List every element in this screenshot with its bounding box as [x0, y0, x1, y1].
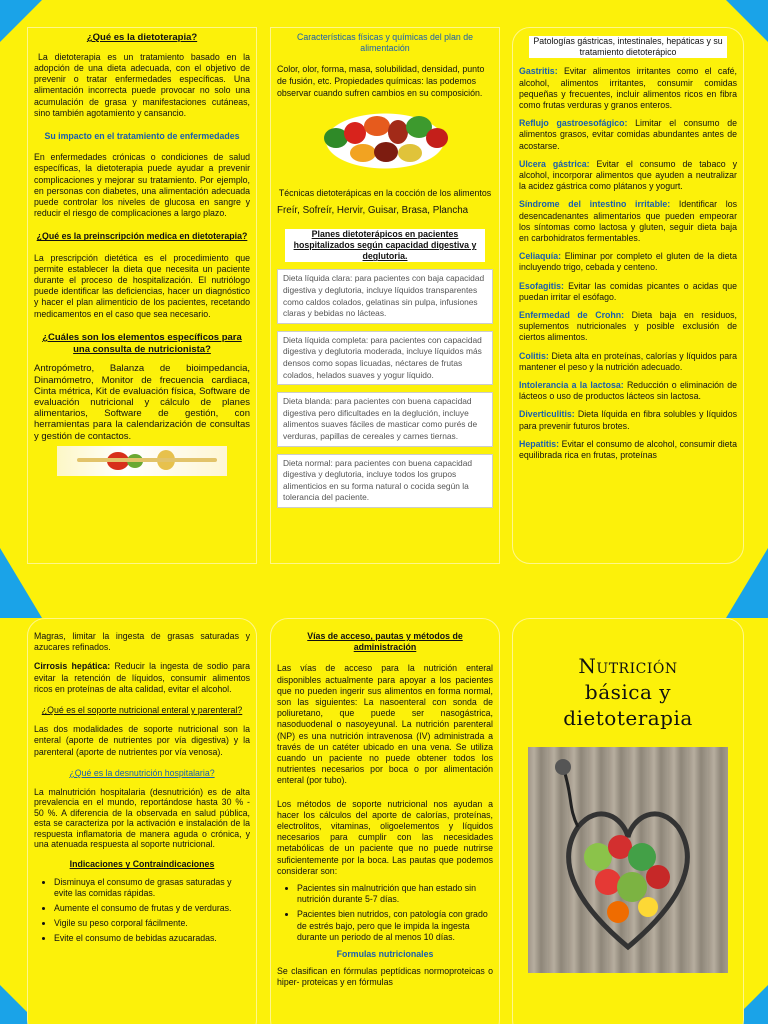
- paragraph: Antropómetro, Balanza de bioimpedancia, Dinamómetro, Monitor de frecuencia cardiaca, Cinta métrica, Kit de evaluación física, Software de evaluación nutricional y cálculo de planes alimentarios, Software de gestión, con herramientas para la calendarización de consultas y gestión de contactos.: [34, 363, 250, 442]
- panel-patologias: [512, 27, 744, 564]
- patologia-definition: Evitar el consumo de tabaco y alcohol, incorporar alimentos que ayuden a neutralizar la acidez gástrica como plátanos y yogurt.: [519, 158, 737, 192]
- patologia-item: [519, 310, 737, 344]
- patologia-term: Intolerancia a la lactosa:: [519, 380, 624, 391]
- patologia-item: [519, 66, 737, 111]
- pautas-list: [297, 883, 493, 943]
- patologia-term: Celiaquía:: [519, 251, 562, 262]
- patologias-list: [519, 66, 737, 461]
- heart-stethoscope-image: [528, 747, 728, 973]
- patologia-definition: Dieta baja en residuos, suplementos nutricionales y posible exclusión de ciertos alimentos.: [519, 310, 737, 343]
- patologia-definition: Identificar los desencadenantes alimentarios que pueden empeorar los síntomas como lactosa y gluten, seguir dieta baja en carbohidratos fermentables.: [519, 199, 737, 244]
- diet-box-blanda: Dieta blanda: para pacientes con buena capacidad digestiva pero dificultades en la deglución, incluye alimentos suaves fáciles de masticar como purés de verduras, papillas de cereales y carnes tiernas.: [277, 392, 493, 446]
- patologia-term: Colitis:: [519, 350, 549, 361]
- diet-box-liquida-clara: Dieta líquida clara: para pacientes con baja capacidad digestiva y deglutoria, incluye líquidos transparentes como caldos colados, gelatinas sin pulpa, infusiones claras y bebidas no lácteas.: [277, 269, 493, 323]
- panel-dietoterapia: [27, 27, 257, 564]
- heading-indicaciones: Indicaciones y Contraindicaciones: [69, 859, 215, 870]
- patologia-term: Esofagitis:: [519, 280, 564, 291]
- patologia-definition: Evitar las comidas picantes o acidas que puedan irritar el esófago.: [519, 280, 737, 302]
- patologia-item: [519, 118, 737, 152]
- patologia-term: Enfermedad de Crohn:: [519, 310, 625, 321]
- vegetables-image: [310, 106, 460, 176]
- patologia-term: Hepatitis:: [519, 438, 560, 449]
- paragraph: Los métodos de soporte nutricional nos ayudan a hacer los cálculos del aporte de calorías, proteínas, electrolitos, vitaminas, oligoelementos y líquidos necesarios para cumplir con las necesidades metabólicas de un paciente que no puede nutrirse suficientemente por la boca. Las pautas que podemos considerar son:: [277, 798, 493, 876]
- patologia-definition: Dieta líquida en fibra solubles y líquidos para prevenir futuros brotes.: [519, 409, 737, 431]
- patologia-item: [519, 251, 737, 273]
- paragraph: En enfermedades crónicas o condiciones de salud específicas, la dietoterapia puede ayudar a prevenir complicaciones y mejorar su tratamiento. Por ejemplo, en personas con diabetes, una alimentación adecuada puede controlar los niveles de glucosa en sangre y reducir el riesgo de complicaciones a largo plazo.: [34, 152, 250, 219]
- patologia-item: [519, 159, 737, 193]
- patologia-item: [519, 199, 737, 244]
- patologia-item: [519, 409, 737, 431]
- patologia-definition: Limitar el consumo de alimentos grasos, evitar comidas abundantes antes de acostarse.: [519, 118, 737, 151]
- patologia-item: [519, 439, 737, 461]
- panel-caracteristicas: [270, 27, 500, 564]
- patologia-term: Diverticulitis:: [519, 409, 575, 420]
- diet-box-normal: Dieta normal: para pacientes con buena capacidad digestiva y deglutoria, incluye todos los grupos alimenticios en su forma natural o cocida según la tolerancia del paciente.: [277, 454, 493, 508]
- heading-desnutricion: ¿Qué es la desnutrición hospitalaria?: [69, 767, 215, 778]
- patologia-definition: Evitar el consumo de alcohol, consumir dieta equilibrada rica en frutas, proteínas: [519, 438, 737, 461]
- patologia-term: Gastritis:: [519, 66, 558, 77]
- paragraph: Color, olor, forma, masa, solubilidad, densidad, punto de fusión, etc. Propiedades químicas: las podemos observar cuando sufren cambios en su composición.: [277, 64, 485, 98]
- list-item: • Aumente el consumo de frutas y de verduras.: [54, 903, 250, 914]
- patologia-definition: Dieta alta en proteínas, calorías y líquidos para mantener el peso y la nutrición adecuado.: [519, 350, 737, 372]
- paragraph-cirrosis: [34, 661, 250, 695]
- title-line: Nutrición: [578, 654, 678, 678]
- patologia-definition: Eliminar por completo el gluten de la dieta incluyendo trigo, cebada y centeno.: [519, 251, 737, 273]
- heading-preinscripcion: ¿Qué es la preinscripción medica en dietoterapia?: [36, 231, 248, 242]
- heading-que-es-dietoterapia: ¿Qué es la dietoterapia?: [86, 32, 198, 43]
- measuring-tape-image: [57, 446, 227, 476]
- list-item: • Disminuya el consumo de grasas saturadas y evite las comidas rápidas.: [54, 877, 250, 899]
- cover-title: [519, 653, 737, 731]
- list-item: • Pacientes sin malnutrición que han estado sin nutrición durante 5-7 días.: [297, 883, 493, 905]
- list-item: • Pacientes bien nutridos, con patología con grado de estrés bajo, pero que le impida la ingesta durante un periodo de al menos 10 días.: [297, 909, 493, 943]
- heading-planes: Planes dietoterápicos en pacientes hospitalizados según capacidad digestiva y deglutoria.: [285, 229, 485, 263]
- paragraph: Las dos modalidades de soporte nutricional son la enteral (aporte de nutrientes por vía digestiva) y la parenteral (aporte de nutrientes por vía venosa).: [34, 724, 250, 757]
- stethoscope-icon: [528, 747, 728, 973]
- patologia-item: [519, 351, 737, 373]
- panel-soporte: [27, 618, 257, 1024]
- heading-elementos-consulta: ¿Cuáles son los elementos específicos para una consulta de nutricionista?: [42, 331, 242, 355]
- paragraph: La malnutrición hospitalaria (desnutrición) es de alta prevalencia en el mundo, reportándose hasta 30 % - 50 %. A diferencia de la observada en salud pública, esta se caracteriza por la activación e instalación de la respuesta inflamatoria de manera aguda o crónica, y una atenuada respuesta al soporte nutricional.: [34, 787, 250, 850]
- heading-tecnicas: Técnicas dietoterápicas en la cocción de los alimentos: [278, 187, 492, 198]
- paragraph: La dietoterapia es un tratamiento basado en la adopción de una dieta adecuada, con el objetivo de prevenir o tratar enfermedades específicas. Una alimentación incorrecta puede provocar no solo una acumulación de grasa y manifestaciones cutáneas, sino también agotamiento y cansancio.: [34, 51, 250, 118]
- heading-formulas: Formulas nutricionales: [336, 949, 434, 960]
- patologia-term: Reflujo gastroesofágico:: [519, 118, 628, 129]
- list-item: • Evite el consumo de bebidas azucaradas.: [54, 933, 250, 944]
- paragraph: Se clasifican en fórmulas peptídicas normoproteicas o hiper- proteicas y en fórmulas: [277, 966, 493, 988]
- title-line: básica y: [584, 680, 672, 704]
- heading-caracteristicas: Características físicas y químicas del plan de alimentación: [296, 32, 473, 54]
- indicaciones-list: [54, 877, 250, 945]
- title-line: dietoterapia: [563, 706, 693, 730]
- heading-vias-acceso: Vías de acceso, pautas y métodos de administración: [307, 631, 463, 653]
- heading-soporte-nutricional: ¿Qué es el soporte nutricional enteral y parenteral?: [41, 705, 243, 716]
- patologia-definition: Reducción o eliminación de lácteos o uso de productos lácteos sin lactosa.: [519, 380, 738, 402]
- patologia-term: Ulcera gástrica:: [519, 158, 590, 169]
- heading-patologias: Patologías gástricas, intestinales, hepáticas y su tratamiento dietoterápico: [529, 36, 727, 58]
- patologia-item: [519, 380, 737, 402]
- paragraph: Freír, Sofreír, Hervir, Guisar, Brasa, Plancha: [277, 205, 469, 216]
- list-item: • Vigile su peso corporal fácilmente.: [54, 918, 250, 929]
- term: Cirrosis hepática:: [34, 661, 111, 672]
- patologia-item: [519, 281, 737, 303]
- diet-box-liquida-completa: Dieta líquida completa: para pacientes con capacidad digestiva y deglutoria moderada, incluye líquidos más densos como sopas licuadas, néctares de frutas colados, helados suaves y yogur líquido.: [277, 331, 493, 385]
- patologia-term: Síndrome del intestino irritable:: [519, 199, 671, 210]
- panel-portada: [512, 618, 744, 1024]
- patologia-definition: Evitar alimentos irritantes como el café, alcohol, alimentos irritantes, consumir comidas pequeñas y frecuentes, incluir alimentos ricos en fibra como frutas verduras y granos enteros.: [519, 66, 737, 111]
- definition: Reducir la ingesta de sodio para evitar la retención de líquidos, consumir alimentos ricos en proteínas de alta calidad, evitar el alcohol.: [34, 661, 250, 694]
- paragraph: Las vías de acceso para la nutrición enteral disponibles actualmente para apoyar a los pacientes que no pueden ingerir sus alimentos en forma normal, son las siguientes: La nasoenteral con sonda de poliuretano, que puede ser nasogástrica, nasoduodenal o nasoyeyunal. La nutrición parenteral (NP) es una nutrición intravenosa (IV) administrada a través de un catéter ubicado en una vena. Se utiliza cuando un paciente no puede obtener todos los nutrientes necesarios por boca o por alimentación enteral (por tubo).: [277, 663, 493, 786]
- paragraph: Magras, limitar la ingesta de grasas saturadas y azucares refinados.: [34, 631, 250, 653]
- panel-vias-acceso: [270, 618, 500, 1024]
- heading-impacto: Su impacto en el tratamiento de enfermedades: [44, 131, 240, 142]
- paragraph: La prescripción dietética es el procedimiento que permite establecer la dieta que necesita un paciente durante el proceso de hospitalización. El nutriólogo puede identificar las deficiencias, hacer un diagnóstico y hacer el plan alimenticio de los pacientes, recetando medicamentos en el caso que sea necesario.: [34, 252, 250, 319]
